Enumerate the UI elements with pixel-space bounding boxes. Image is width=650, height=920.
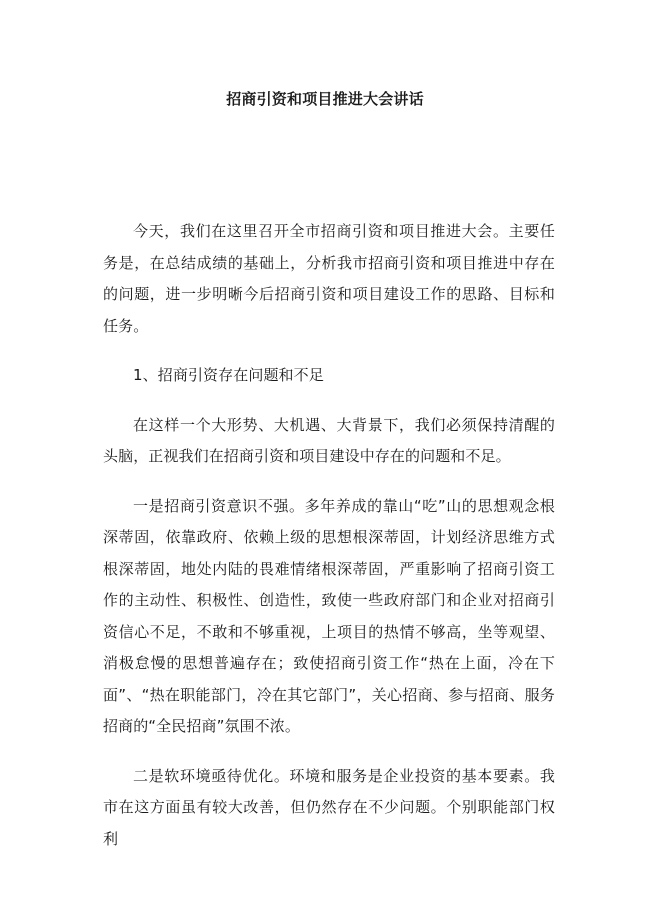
paragraph-context: 在这样一个大形势、大机遇、大背景下，我们必须保持清醒的头脑，正视我们在招商引资和项目建设中存在的问题和不足。 xyxy=(103,415,555,465)
paragraph-issue-two: 二是软环境亟待优化。环境和服务是企业投资的基本要素。我市在这方面虽有较大改善，但仍然存在不少问题。个别职能部门权利 xyxy=(103,766,555,848)
paragraph-intro: 今天，我们在这里召开全市招商引资和项目推进大会。主要任务是，在总结成绩的基础上，分析我市招商引资和项目推进中存在的问题，进一步明晰今后招商引资和项目建设工作的思路、目标和任务。 xyxy=(103,222,555,335)
document-body xyxy=(103,216,555,873)
paragraph-issue-one: 一是招商引资意识不强。多年养成的靠山“吃”山的思想观念根深蒂固，依靠政府、依赖上级的思想根深蒂固，计划经济思维方式根深蒂固，地处内陆的畏难情绪根深蒂固，严重影响了招商引资工作的主动性、积极性、创造性，致使一些政府部门和企业对招商引资信心不足，不敢和不够重视，上项目的热情不够高，坐等观望、消极怠慢的思想普遍存在；致使招商引资工作“热在上面，冷在下面”、“热在职能部门，冷在其它部门”，关心招商、参与招商、服务招商的“全民招商”氛围不浓。 xyxy=(103,496,555,735)
document-title: 招商引资和项目推进大会讲话 xyxy=(226,90,424,108)
section-heading: 1、招商引资存在问题和不足 xyxy=(133,366,324,384)
